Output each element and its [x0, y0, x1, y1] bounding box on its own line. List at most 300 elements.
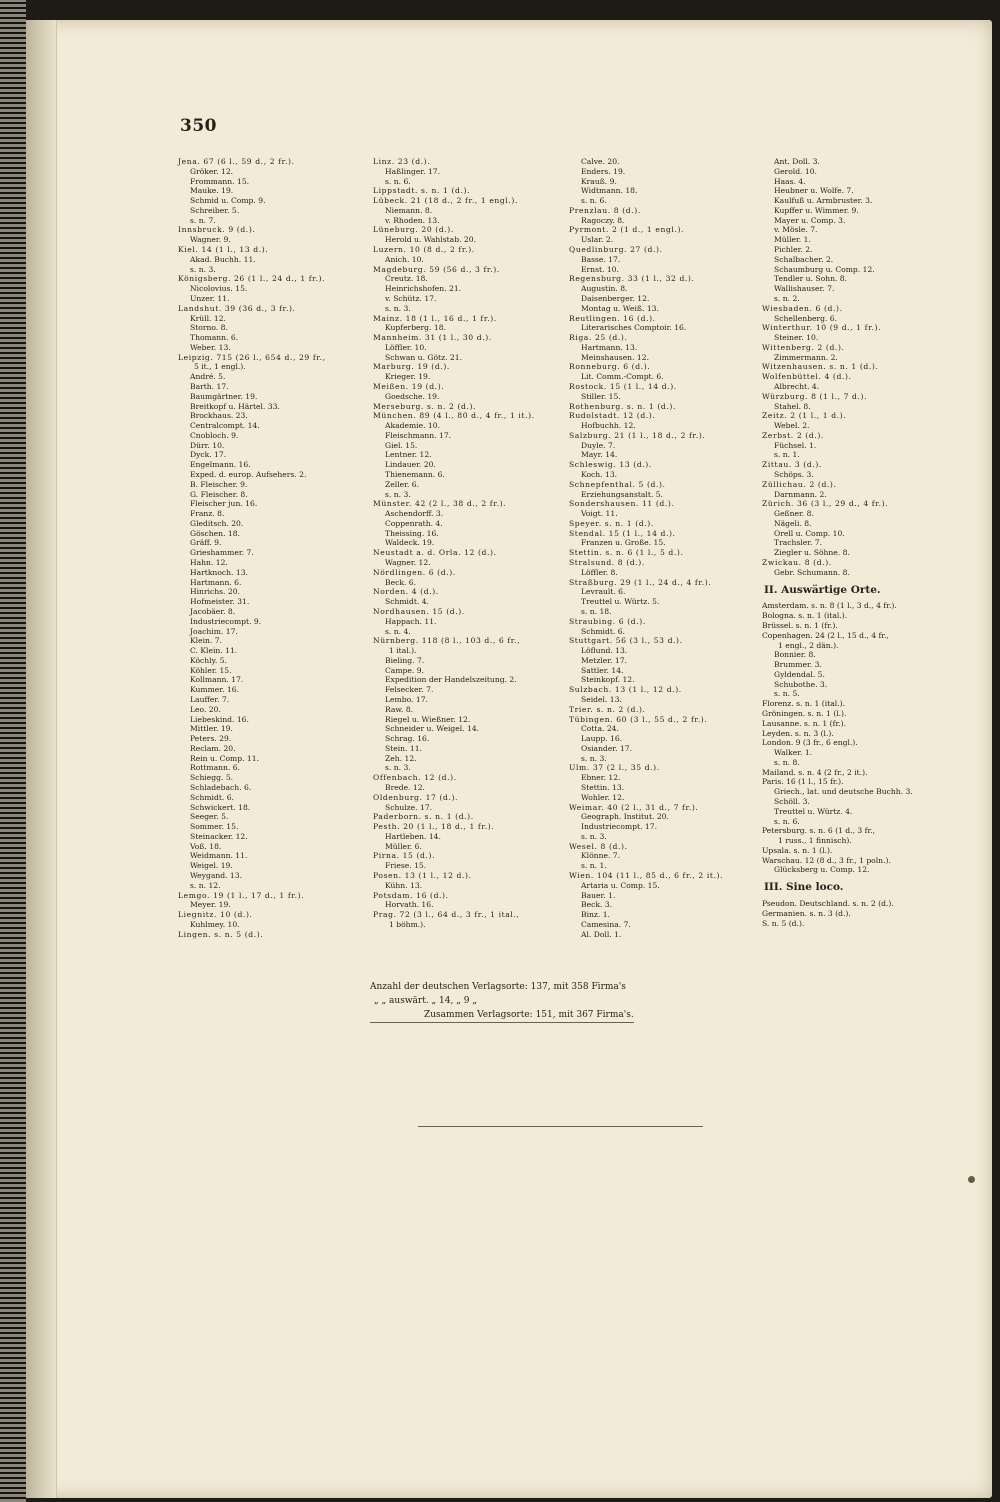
city-entry: Züllichau. 2 (d.).: [762, 479, 837, 489]
publisher-entry: Jacobäer. 8.: [190, 606, 236, 616]
index-column-3: [569, 157, 723, 940]
publisher-entry: Schubothe. 3.: [774, 679, 828, 689]
publisher-entry: Lentner. 12.: [385, 450, 432, 460]
city-entry: Tübingen. 60 (3 l., 55 d., 2 fr.).: [569, 714, 708, 724]
city-entry: Quedlinburg. 27 (d.).: [569, 245, 663, 255]
publisher-entry: s. n. 3.: [385, 489, 411, 499]
publisher-entry: Hahn. 12.: [190, 558, 228, 568]
publisher-entry: Reclam. 20.: [190, 743, 236, 753]
publisher-entry: Schladebach. 6.: [190, 783, 252, 792]
publisher-entry: Krauß. 9.: [581, 176, 617, 186]
publisher-entry: s. n. 1.: [774, 450, 800, 460]
publisher-entry: Schöps. 3.: [774, 470, 814, 479]
publisher-entry: Geßner. 8.: [774, 509, 814, 519]
city-entry: Münster. 42 (2 l., 38 d., 2 fr.).: [373, 499, 507, 509]
city-entry: Winterthur. 10 (9 d., 1 fr.).: [762, 323, 882, 333]
publisher-entry: Unzer. 11.: [190, 293, 230, 303]
publisher-entry: Lausanne. s. n. 1 (fr.).: [762, 718, 847, 728]
publisher-entry: Grieshammer. 7.: [190, 548, 254, 558]
publisher-entry: Zeller. 6.: [385, 479, 419, 489]
publisher-entry: Schmidt. 6.: [581, 626, 625, 636]
publisher-entry: v. Mösle. 7.: [774, 225, 818, 235]
publisher-entry: Steinacker. 12.: [190, 831, 248, 841]
publisher-entry: s. n. 2.: [774, 293, 800, 303]
publisher-entry: Breitkopf u. Härtel. 33.: [190, 401, 280, 411]
city-entry: Paderborn. s. n. 1 (d.).: [373, 812, 474, 822]
publisher-entry: Schmid u. Comp. 9.: [190, 196, 266, 206]
publisher-entry: Daisenberger. 12.: [581, 293, 650, 303]
city-entry: Merseburg. s. n. 2 (d.).: [373, 401, 477, 411]
publisher-entry: Schrag. 16.: [385, 734, 430, 744]
city-entry: Lemgo. 19 (1 l., 17 d., 1 fr.).: [178, 890, 305, 900]
publisher-entry: Kuhlmey. 10.: [190, 919, 240, 929]
city-entry: Pesth. 20 (1 l., 18 d., 1 fr.).: [373, 822, 495, 832]
publisher-entry: Augustin. 8.: [581, 284, 628, 294]
publisher-entry: Mailand. s. n. 4 (2 fr., 2 it.).: [762, 767, 868, 777]
publisher-entry: Engelmann. 16.: [190, 460, 251, 470]
publisher-entry: Hofmeister. 31.: [190, 597, 250, 607]
city-entry: Norden. 4 (d.).: [373, 587, 439, 597]
publisher-entry: Hinrichs. 20.: [190, 587, 240, 597]
city-entry: Königsberg. 26 (1 l., 24 d., 1 fr.).: [178, 274, 326, 284]
publisher-entry: Gröker. 12.: [190, 166, 234, 176]
publisher-entry: Creutz. 18.: [385, 274, 428, 284]
city-entry: Ronneburg. 6 (d.).: [569, 362, 651, 372]
publisher-entry: Klönne. 7.: [581, 851, 621, 861]
publisher-entry: Hartmann. 13.: [581, 342, 638, 352]
publisher-entry: s. n. 8.: [774, 757, 800, 767]
publisher-entry: Aschendorff. 3.: [385, 509, 444, 519]
publisher-entry: Petersburg. s. n. 6 (1 d., 3 fr.,: [762, 826, 876, 836]
publisher-entry: Kühn. 13.: [385, 880, 423, 890]
index-column-2: [373, 157, 535, 930]
publisher-entry: Goedsche. 19.: [385, 391, 440, 401]
city-entry: Riga. 25 (d.).: [569, 333, 628, 343]
publisher-entry: Bologna. s. n. 1 (ital.).: [762, 611, 848, 621]
publisher-entry: s. n. 3.: [190, 264, 216, 274]
city-entry: Pirna. 15 (d.).: [373, 851, 436, 861]
publisher-entry: Leo. 20.: [190, 704, 221, 714]
publisher-entry: Fleischmann. 17.: [385, 430, 452, 440]
city-entry: Weimar. 40 (2 l., 31 d., 7 fr.).: [569, 802, 699, 812]
publisher-entry: Mauke. 19.: [190, 186, 234, 196]
publisher-entry: s. n. 3.: [581, 753, 607, 763]
publisher-entry: Thienemann. 6.: [385, 470, 445, 479]
city-entry: Kiel. 14 (1 l., 13 d.).: [178, 245, 269, 255]
publisher-entry: Trachsler. 7.: [774, 538, 823, 548]
publisher-entry: Beck. 6.: [385, 577, 417, 587]
publisher-entry: Cotta. 24.: [581, 724, 619, 734]
city-entry: Schleswig. 13 (d.).: [569, 460, 652, 470]
publisher-entry: s. n. 1.: [581, 861, 607, 871]
index-column-1: [178, 157, 326, 940]
publisher-entry: Exped. d. europ. Aufsehers. 2.: [190, 470, 307, 479]
publisher-entry: Schwickert. 18.: [190, 802, 251, 812]
publisher-entry: Hartmann. 6.: [190, 577, 242, 587]
publisher-entry: Gräff. 9.: [190, 538, 222, 548]
publisher-entry: Giel. 15.: [385, 440, 418, 450]
publisher-entry: 1 böhm.).: [389, 919, 426, 929]
publisher-entry: Voß. 18.: [190, 841, 222, 851]
publisher-entry: Beck. 3.: [581, 900, 613, 910]
publisher-entry: Füchsel. 1.: [774, 440, 817, 450]
publisher-entry: Kummer. 16.: [190, 685, 239, 695]
publisher-entry: Müller. 6.: [385, 841, 422, 851]
publisher-entry: Paris. 16 (1 l., 15 fr.).: [762, 777, 844, 787]
publisher-entry: London. 9 (3 fr., 6 engl.).: [762, 738, 858, 748]
city-entry: Leipzig. 715 (26 l., 654 d., 29 fr.,: [178, 352, 326, 362]
city-entry: Mainz. 18 (1 l., 16 d., 1 fr.).: [373, 313, 497, 323]
publisher-entry: Coppenrath. 4.: [385, 518, 443, 528]
city-entry: Wesel. 8 (d.).: [569, 841, 628, 851]
publisher-entry: Steinkopf. 12.: [581, 675, 635, 685]
publisher-entry: 1 russ., 1 finnisch).: [778, 836, 852, 846]
publisher-entry: Webel. 2.: [774, 421, 810, 431]
publisher-entry: Franz. 8.: [190, 509, 225, 519]
book-binding: [26, 20, 57, 1498]
publisher-entry: Brede. 12.: [385, 783, 425, 792]
city-entry: Nordhausen. 15 (d.).: [373, 606, 465, 616]
city-entry: Stendal. 15 (1 l., 14 d.).: [569, 528, 676, 538]
publisher-entry: Wagner. 12.: [385, 558, 431, 568]
publisher-entry: Industriecompt. 17.: [581, 822, 657, 832]
publisher-entry: Pseudon. Deutschland. s. n. 2 (d.).: [762, 899, 894, 909]
city-entry: Rothenburg. s. n. 1 (d.).: [569, 401, 676, 411]
publisher-entry: Binz. 1.: [581, 910, 610, 920]
publisher-entry: Ant. Doll. 3.: [774, 157, 820, 166]
page-number: 350: [180, 116, 217, 136]
publisher-entry: 1 engl., 2 dän.).: [778, 640, 839, 650]
publisher-entry: Bonnier. 8.: [774, 650, 816, 660]
city-entry: Straubing. 6 (d.).: [569, 616, 646, 626]
publisher-entry: Rottmann. 6.: [190, 763, 240, 773]
publisher-entry: Dürr. 10.: [190, 440, 225, 450]
city-entry: Offenbach. 12 (d.).: [373, 773, 457, 783]
city-entry: Lüneburg. 20 (d.).: [373, 225, 454, 235]
city-entry: Zürich. 36 (3 l., 29 d., 4 fr.).: [762, 499, 889, 509]
publisher-entry: Barth. 17.: [190, 381, 229, 391]
publisher-entry: Müller. 1.: [774, 235, 811, 245]
city-entry: Nördlingen. 6 (d.).: [373, 567, 456, 577]
publisher-entry: s. n. 6.: [581, 196, 607, 206]
city-entry: Sulzbach. 13 (1 l., 12 d.).: [569, 685, 682, 695]
publisher-entry: Ziegler u. Söhne. 8.: [774, 548, 850, 558]
summary-line-german: Anzahl der deutschen Verlagsorte: 137, mit 358 Firma's: [370, 982, 626, 992]
publisher-entry: Tendler u. Sohn. 8.: [774, 274, 848, 284]
city-entry: Marburg. 19 (d.).: [373, 362, 450, 372]
city-entry: Zittau. 3 (d.).: [762, 460, 822, 470]
publisher-entry: Nicolovius. 15.: [190, 284, 248, 294]
publisher-entry: Geograph. Institut. 20.: [581, 812, 669, 822]
publisher-entry: Albrecht. 4.: [774, 381, 820, 391]
publisher-entry: Gebr. Schumann. 8.: [774, 567, 850, 577]
publisher-entry: Stiller. 15.: [581, 391, 621, 401]
publisher-entry: Meyer. 19.: [190, 900, 231, 910]
publisher-entry: Brüssel. s. n. 1 (fr.).: [762, 620, 838, 630]
publisher-entry: Hartknoch. 13.: [190, 567, 248, 577]
city-entry: Wiesbaden. 6 (d.).: [762, 303, 843, 313]
publisher-entry: s. n. 18.: [581, 606, 612, 616]
publisher-entry: Uslar. 2.: [581, 235, 614, 245]
publisher-entry: Anich. 10.: [385, 254, 424, 264]
paper-blemish: [968, 1176, 975, 1183]
publisher-entry: Calve. 20.: [581, 157, 620, 166]
publisher-entry: Cnobloch. 9.: [190, 430, 239, 440]
city-entry: Lingen. s. n. 5 (d.).: [178, 929, 264, 939]
city-entry: Liegnitz. 10 (d.).: [178, 910, 253, 920]
publisher-entry: Centralcompt. 14.: [190, 421, 260, 431]
publisher-entry: s. n. 6.: [774, 816, 800, 826]
publisher-entry: Akad. Buchh. 11.: [190, 254, 256, 264]
publisher-entry: Treuttel u. Würtz. 4.: [774, 806, 853, 816]
publisher-entry: s. n. 4.: [385, 626, 411, 636]
city-entry: Innsbruck. 9 (d.).: [178, 225, 256, 235]
publisher-entry: Kupffer u. Wimmer. 9.: [774, 205, 859, 215]
publisher-entry: Wallishauser. 7.: [774, 284, 835, 294]
publisher-entry: Pichler. 2.: [774, 245, 813, 255]
publisher-entry: Krieger. 19.: [385, 372, 431, 382]
publisher-entry: Warschau. 12 (8 d., 3 fr., 1 poln.).: [762, 855, 891, 865]
city-entry: Salzburg. 21 (1 l., 18 d., 2 fr.).: [569, 430, 706, 440]
publisher-entry: Amsterdam. s. n. 8 (1 l., 3 d., 4 fr.).: [762, 601, 897, 611]
city-entry: Lübeck. 21 (18 d., 2 fr., 1 engl.).: [373, 196, 518, 206]
city-entry: Oldenburg. 17 (d.).: [373, 792, 459, 802]
publisher-entry: Koch. 13.: [581, 470, 618, 479]
city-entry: Rostock. 15 (1 l., 14 d.).: [569, 381, 677, 391]
section-heading: III. Sine loco.: [764, 881, 844, 894]
publisher-entry: Enders. 19.: [581, 166, 626, 176]
publisher-entry: Schiegg. 5.: [190, 773, 234, 783]
publisher-entry: Florenz. s. n. 1 (ital.).: [762, 699, 845, 709]
publisher-entry: Lauffer. 7.: [190, 694, 230, 704]
publisher-entry: Seeger. 5.: [190, 812, 229, 822]
divider-rule: [418, 1126, 703, 1127]
publisher-entry: Metzler. 17.: [581, 655, 627, 665]
publisher-entry: Osiander. 17.: [581, 743, 633, 753]
publisher-entry: Raw. 8.: [385, 704, 414, 714]
publisher-entry: s. n. 5.: [774, 689, 800, 699]
publisher-entry: Widtmann. 18.: [581, 186, 638, 196]
city-entry: Magdeburg. 59 (56 d., 3 fr.).: [373, 264, 500, 274]
publisher-entry: Löflund. 13.: [581, 646, 628, 656]
publisher-entry: Rein u. Comp. 11.: [190, 753, 260, 763]
publisher-entry: André. 5.: [190, 372, 226, 382]
publisher-entry: Weigel. 19.: [190, 861, 233, 871]
publisher-entry: Mayr. 14.: [581, 450, 618, 460]
publisher-entry: Kupferberg. 18.: [385, 323, 446, 333]
publisher-entry: Löffler. 10.: [385, 342, 427, 352]
publisher-entry: Lembo. 17.: [385, 694, 428, 704]
city-entry: Würzburg. 8 (1 l., 7 d.).: [762, 391, 868, 401]
section-heading: II. Auswärtige Orte.: [764, 583, 881, 596]
city-entry: Neustadt a. d. Orla. 12 (d.).: [373, 548, 497, 558]
publisher-entry: Horvath. 16.: [385, 900, 434, 910]
publisher-entry: Göschen. 18.: [190, 528, 240, 538]
city-entry: Jena. 67 (6 l., 59 d., 2 fr.).: [178, 157, 295, 166]
publisher-entry: Griech., lat. und deutsche Buchh. 3.: [774, 787, 913, 797]
publisher-entry: Stettin. 13.: [581, 783, 625, 792]
publisher-entry: Sommer. 15.: [190, 822, 239, 832]
publisher-entry: Akademie. 10.: [385, 421, 440, 431]
publisher-entry: Upsala. s. n. 1 (l.).: [762, 845, 833, 855]
city-entry: Zwickau. 8 (d.).: [762, 558, 832, 568]
publisher-entry: Mayer u. Comp. 3.: [774, 215, 846, 225]
publisher-entry: B. Fleischer. 9.: [190, 479, 248, 489]
publisher-entry: Mittler. 19.: [190, 724, 233, 734]
publisher-entry: Brummer. 3.: [774, 660, 822, 670]
publisher-entry: s. n. 7.: [190, 215, 216, 225]
publisher-entry: Wohler. 12.: [581, 792, 625, 802]
publisher-entry: Krüll. 12.: [190, 313, 226, 323]
publisher-entry: Gerold. 10.: [774, 166, 817, 176]
publisher-entry: Löffler. 8.: [581, 567, 618, 577]
publisher-entry: Campe. 9.: [385, 665, 424, 675]
publisher-entry: Zeh. 12.: [385, 753, 417, 763]
publisher-entry: v. Rhoden. 13.: [385, 215, 440, 225]
publisher-entry: Duyle. 7.: [581, 440, 616, 450]
publisher-entry: s. n. 3.: [385, 763, 411, 773]
publisher-entry: Haas. 4.: [774, 176, 806, 186]
publisher-entry: Expedition der Handelszeitung. 2.: [385, 675, 517, 685]
publisher-entry: Friese. 15.: [385, 861, 427, 871]
publisher-entry: Peters. 29.: [190, 734, 232, 744]
city-entry: Potsdam. 16 (d.).: [373, 890, 449, 900]
city-entry: Stettin. s. n. 6 (1 l., 5 d.).: [569, 548, 684, 558]
summary-block: [370, 980, 634, 1023]
publisher-entry: Köhler. 15.: [190, 665, 232, 675]
publisher-entry: Industriecompt. 9.: [190, 616, 262, 626]
publisher-entry: Kaulfuß u. Armbruster. 3.: [774, 196, 873, 206]
publisher-entry: Schreiber. 5.: [190, 205, 240, 215]
publisher-entry: Brockhaus. 23.: [190, 411, 248, 421]
publisher-entry: Hartleben. 14.: [385, 831, 441, 841]
city-entry: Prenzlau. 8 (d.).: [569, 205, 641, 215]
publisher-entry: v. Schütz. 17.: [385, 293, 437, 303]
city-entry: Stuttgart. 56 (3 l., 53 d.).: [569, 636, 683, 646]
city-entry: Mannheim. 31 (1 l., 30 d.).: [373, 333, 492, 343]
city-entry: München. 89 (4 l., 80 d., 4 fr., 1 it.).: [373, 411, 535, 421]
publisher-entry: Baumgärtner. 19.: [190, 391, 258, 401]
city-entry: Stralsund. 8 (d.).: [569, 558, 645, 568]
publisher-entry: Treuttel u. Würtz. 5.: [581, 597, 660, 607]
publisher-entry: Schaumburg u. Comp. 12.: [774, 264, 875, 274]
publisher-entry: Ebner. 12.: [581, 773, 621, 783]
city-entry: Wolfenbüttel. 4 (d.).: [762, 372, 852, 382]
publisher-entry: Wagner. 9.: [190, 235, 231, 245]
publisher-entry: Schulze. 17.: [385, 802, 433, 812]
city-entry: Lippstadt. s. n. 1 (d.).: [373, 186, 471, 196]
publisher-entry: 1 ital.).: [389, 646, 417, 656]
city-entry: Pyrmont. 2 (1 d., 1 engl.).: [569, 225, 685, 235]
publisher-entry: Liebeskind. 16.: [190, 714, 249, 724]
publisher-entry: C. Klein. 11.: [190, 646, 238, 656]
city-entry: Nürnberg. 118 (8 l., 103 d., 6 fr.,: [373, 636, 521, 646]
publisher-entry: Gröningen. s. n. 1 (l.).: [762, 708, 847, 718]
publisher-entry: Bieling. 7.: [385, 655, 425, 665]
publisher-entry: Nägeli. 8.: [774, 518, 812, 528]
publisher-entry: Riegel u. Wießner. 12.: [385, 714, 471, 724]
publisher-entry: Storno. 8.: [190, 323, 228, 333]
city-entry: Wittenberg. 2 (d.).: [762, 342, 845, 352]
publisher-entry: Joachim. 17.: [190, 626, 238, 636]
publisher-entry: Kollmann. 17.: [190, 675, 244, 685]
city-entry: Sondershausen. 11 (d.).: [569, 499, 675, 509]
publisher-entry: Heinrichshofen. 21.: [385, 284, 462, 294]
publisher-entry: Stahel. 8.: [774, 401, 811, 411]
publisher-entry: Waldeck. 19.: [385, 538, 435, 548]
publisher-entry: Theissing. 16.: [385, 528, 439, 538]
city-entry: Rudolstadt. 12 (d.).: [569, 411, 656, 421]
publisher-entry: Steiner. 10.: [774, 333, 819, 343]
publisher-entry: Frommann. 15.: [190, 176, 250, 186]
publisher-entry: Glücksberg u. Comp. 12.: [774, 865, 870, 875]
publisher-entry: Gleditsch. 20.: [190, 518, 244, 528]
publisher-entry: Franzen u. Große. 15.: [581, 538, 666, 548]
publisher-entry: Lindauer. 20.: [385, 460, 436, 470]
publisher-entry: Niemann. 8.: [385, 205, 433, 215]
city-entry: Witzenhausen. s. n. 1 (d.).: [762, 362, 879, 372]
publisher-entry: Felsecker. 7.: [385, 685, 434, 695]
publisher-entry: Köchly. 5.: [190, 655, 227, 665]
city-entry: Zerbst. 2 (d.).: [762, 430, 824, 440]
publisher-entry: Schöll. 3.: [774, 797, 810, 806]
publisher-entry: Dyck. 17.: [190, 450, 227, 460]
index-column-4: [762, 157, 913, 928]
publisher-entry: 5 it., 1 engl.).: [194, 362, 246, 372]
publisher-entry: Heubner u. Wolfe. 7.: [774, 186, 854, 196]
city-entry: Trier. s. n. 2 (d.).: [569, 704, 646, 714]
publisher-entry: Leyden. s. n. 3 (l.).: [762, 728, 834, 738]
publisher-entry: G. Fleischer. 8.: [190, 489, 248, 499]
publisher-entry: Al. Doll. 1.: [581, 929, 622, 939]
publisher-entry: Literarisches Comptoir. 16.: [581, 323, 687, 333]
city-entry: Regensburg. 33 (1 l., 32 d.).: [569, 274, 695, 284]
summary-line-foreign: „ „ auswärt. „ 14, „ 9 „: [374, 996, 478, 1006]
page-edge-left: [0, 0, 26, 1502]
publisher-entry: Basse. 17.: [581, 254, 621, 264]
publisher-entry: Laupp. 16.: [581, 734, 623, 744]
city-entry: Luzern. 10 (8 d., 2 fr.).: [373, 245, 475, 255]
publisher-entry: Levrault. 6.: [581, 587, 626, 597]
publisher-entry: Schalbacher. 2.: [774, 254, 834, 264]
publisher-entry: Herold u. Wahlstab. 20.: [385, 235, 476, 245]
publisher-entry: Sattler. 14.: [581, 665, 624, 675]
publisher-entry: Schmidt. 6.: [190, 792, 234, 802]
publisher-entry: Haßlinger. 17.: [385, 166, 441, 176]
publisher-entry: Schellenberg. 6.: [774, 313, 838, 323]
publisher-entry: Ernst. 10.: [581, 264, 619, 274]
city-entry: Zeitz. 2 (1 l., 1 d.).: [762, 411, 847, 421]
publisher-entry: Camesina. 7.: [581, 919, 631, 929]
publisher-entry: Walker. 1.: [774, 748, 813, 758]
publisher-entry: Erziehungsanstalt. 5.: [581, 489, 663, 499]
publisher-entry: Ragoczy. 8.: [581, 215, 625, 225]
city-entry: Ulm. 37 (2 l., 35 d.).: [569, 763, 660, 773]
publisher-entry: Schmidt. 4.: [385, 597, 429, 607]
publisher-entry: s. n. 3.: [581, 831, 607, 841]
publisher-entry: Lit. Comm.-Compt. 6.: [581, 372, 664, 382]
publisher-entry: s. n. 12.: [190, 880, 221, 890]
city-entry: Wien. 104 (11 l., 85 d., 6 fr., 2 it.).: [569, 871, 724, 881]
publisher-entry: Artaria u. Comp. 15.: [581, 880, 660, 890]
publisher-entry: Weidmann. 11.: [190, 851, 248, 861]
publisher-entry: Germanien. s. n. 3 (d.).: [762, 908, 851, 918]
publisher-entry: Gyldendal. 5.: [774, 669, 825, 679]
publisher-entry: Schwan u. Götz. 21.: [385, 352, 462, 362]
publisher-entry: Weber. 13.: [190, 342, 231, 352]
publisher-entry: Meinshausen. 12.: [581, 352, 649, 362]
publisher-entry: Bauer. 1.: [581, 890, 616, 900]
